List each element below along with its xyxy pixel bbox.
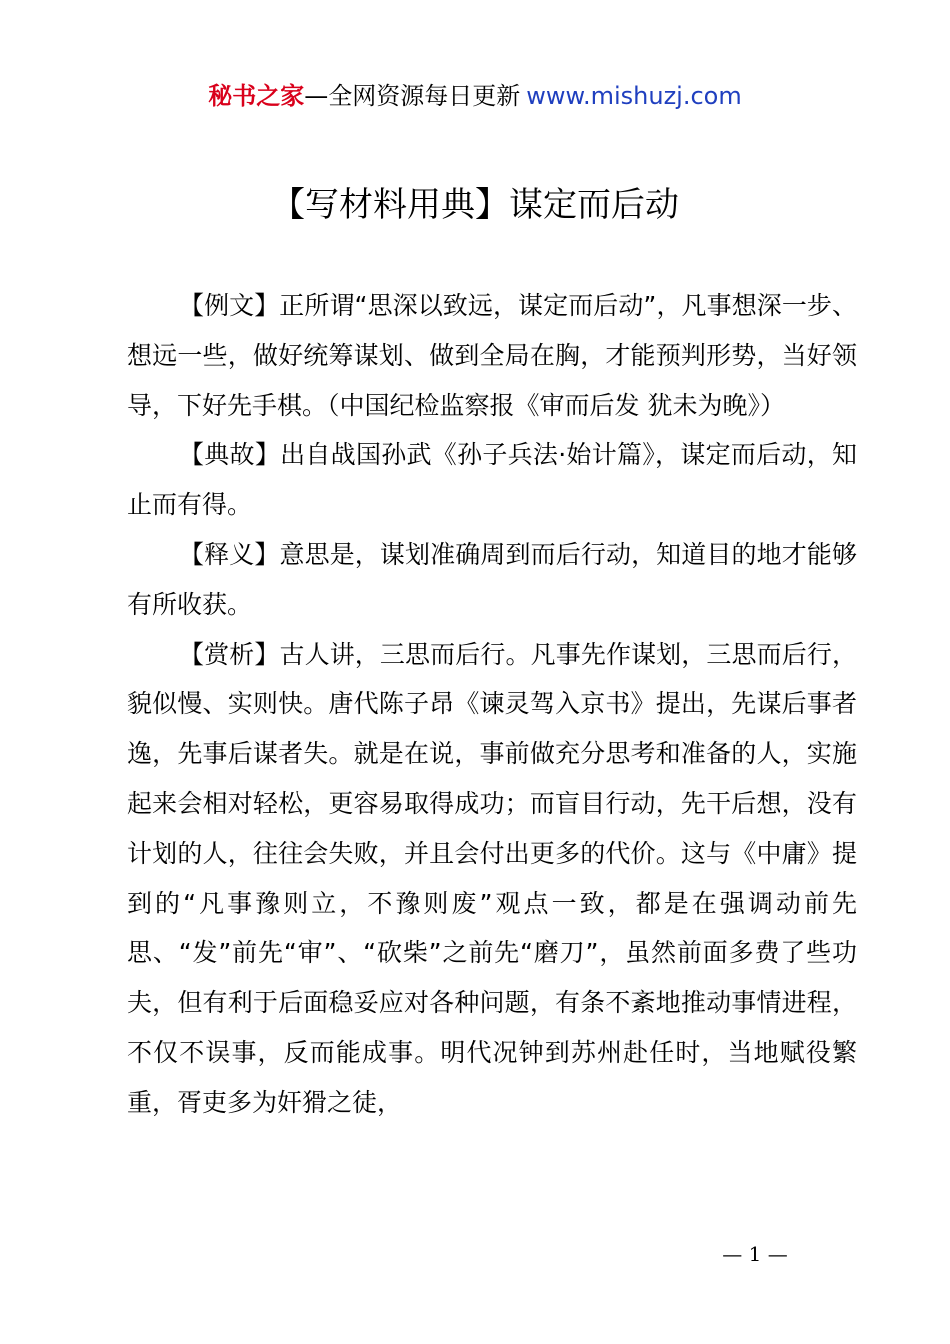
header-dash: — bbox=[304, 82, 329, 110]
paragraph-analysis: 【赏析】古人讲，三思而后行。凡事先作谋划，三思而后行，貌似慢、实则快。唐代陈子昂《谏灵驾入京书》提出，先谋后事者逸，先事后谋者失。就是在说，事前做充分思考和准备的人，实施起来会相对轻松，更容易取得成功；而盲目行动，先干后想，没有计划的人，往往会失败，并且会付出更多的代价。这与《中庸》提到的“凡事豫则立，不豫则废”观点一致，都是在强调动前先思、“发”前先“审”、“砍柴”之前先“磨刀”，虽然前面多费了些功夫，但有利于后面稳妥应对各种问题，有条不紊地推动事情进程，不仅不误事，反而能成事。明代况钟到苏州赴任时，当地赋役繁重，胥吏多为奸猾之徒， bbox=[127, 639, 857, 1117]
paragraph-allusion: 【典故】出自战国孙武《孙子兵法·始计篇》，谋定而后动，知止而有得。 bbox=[127, 440, 857, 520]
brand-name: 秘书之家 bbox=[208, 82, 305, 110]
header-slogan: 全网资源每日更新 bbox=[328, 82, 521, 110]
paragraph-meaning: 【释义】意思是，谋划准确周到而后行动，知道目的地才能够有所收获。 bbox=[127, 539, 857, 619]
site-header bbox=[0, 80, 950, 112]
document-title: 【写材料用典】谋定而后动 bbox=[271, 185, 679, 225]
paragraph-example: 【例文】正所谓“思深以致远，谋定而后动”，凡事想深一步、想远一些，做好统筹谋划、做到全局在胸，才能预判形势，当好领导，下好先手棋。（中国纪检监察报《审而后发 犹未为晚》） bbox=[127, 291, 857, 420]
page-number: — 1 — bbox=[722, 1242, 788, 1266]
site-url-link[interactable]: www.mishuzj.com bbox=[526, 82, 742, 110]
document-body bbox=[127, 281, 857, 1128]
